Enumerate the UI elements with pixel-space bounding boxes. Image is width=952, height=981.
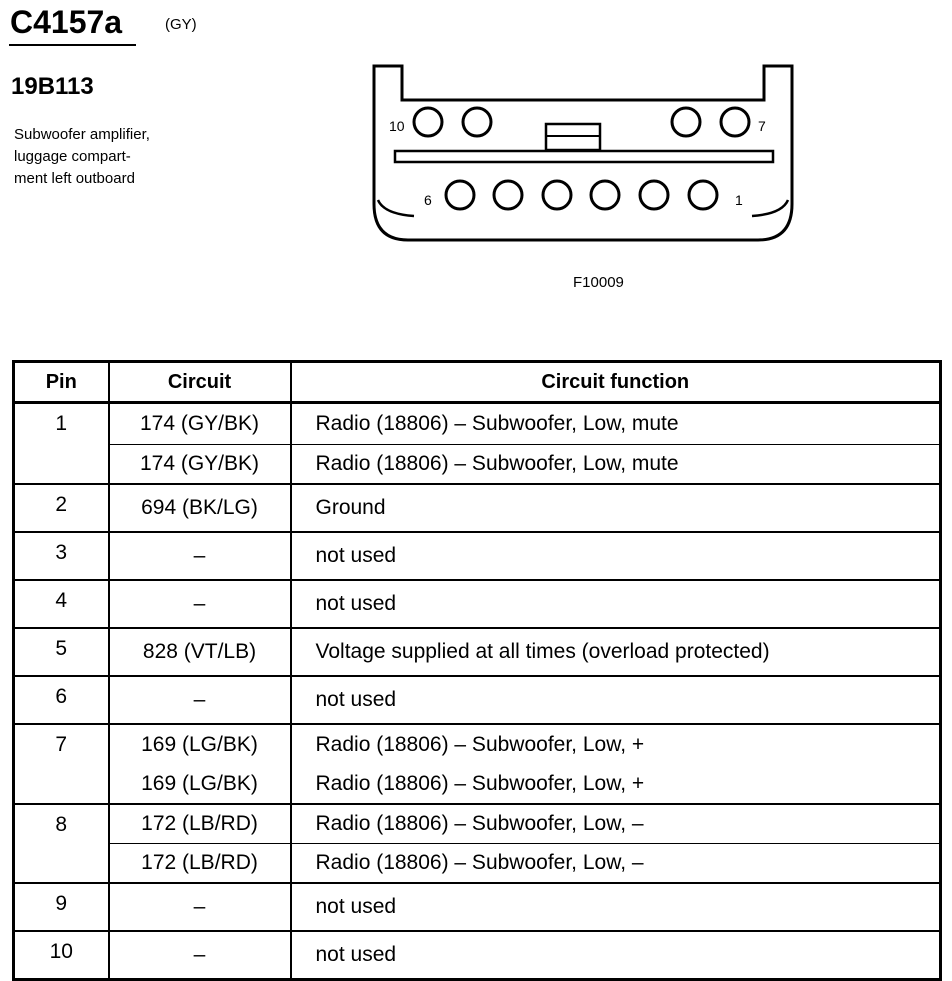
keying-rail [395,151,773,162]
pin-table [12,360,942,981]
pin-cell: 5 [14,628,109,676]
circuit-cell: – [109,931,291,980]
function-cell: Radio (18806) – Subwoofer, Low, – [291,844,941,884]
pin-hole-6 [446,181,474,209]
table-row [14,445,941,485]
header-circuit: Circuit [109,362,291,403]
table-row [14,484,941,532]
function-cell: Radio (18806) – Subwoofer, Low, mute [291,403,941,445]
table-row [14,931,941,980]
table-row [14,883,941,931]
pin-hole-5 [494,181,522,209]
circuit-cell: – [109,532,291,580]
pin-cell: 7 [14,724,109,804]
circuit-cell: 172 (LB/RD) [109,844,291,884]
connector-face-diagram [370,64,790,250]
pin-hole-2 [640,181,668,209]
function-cell: not used [291,580,941,628]
circuit-cell: 828 (VT/LB) [109,628,291,676]
function-cell: Ground [291,484,941,532]
function-cell: Radio (18806) – Subwoofer, Low, – [291,804,941,844]
function-cell: not used [291,676,941,724]
pin-hole-1 [689,181,717,209]
function-cell: Radio (18806) – Subwoofer, Low, mute [291,445,941,485]
table-row [14,532,941,580]
table-row [14,804,941,844]
connector-description: Subwoofer amplifier, luggage compart- ment left outboard [14,126,150,187]
function-cell: Radio (18806) – Subwoofer, Low, + [291,724,941,765]
function-cell: not used [291,532,941,580]
pin-cell: 9 [14,883,109,931]
circuit-cell: 169 (LG/BK) [109,765,291,804]
pin-hole-3 [591,181,619,209]
circuit-cell: 169 (LG/BK) [109,724,291,765]
pin-cell: 3 [14,532,109,580]
function-cell: not used [291,931,941,980]
table-header-row [14,362,941,403]
pin-hole-9 [463,108,491,136]
function-cell: not used [291,883,941,931]
table-row [14,403,941,445]
pin-cell: 10 [14,931,109,980]
figure-code: F10009 [573,274,624,291]
connector-foot-left [378,200,414,216]
pin-hole-10 [414,108,442,136]
table-row [14,580,941,628]
pin-label-1: 1 [735,192,743,208]
circuit-cell: – [109,580,291,628]
connector-color: (GY) [165,16,197,33]
circuit-cell: – [109,676,291,724]
table-row [14,724,941,765]
connector-id: C4157a [10,4,123,40]
part-number: 19B113 [11,73,94,100]
pin-label-7: 7 [758,118,766,134]
pin-label-10: 10 [389,118,405,134]
pin-hole-4 [543,181,571,209]
table-row [14,765,941,804]
pin-cell: 6 [14,676,109,724]
pin-cell: 8 [14,804,109,883]
table-row [14,628,941,676]
table-row [14,676,941,724]
connector-foot-right [752,200,788,216]
circuit-cell: – [109,883,291,931]
header-circuit-function: Circuit function [291,362,941,403]
circuit-cell: 694 (BK/LG) [109,484,291,532]
pin-cell: 4 [14,580,109,628]
pin-cell: 2 [14,484,109,532]
function-cell: Voltage supplied at all times (overload protected) [291,628,941,676]
pin-label-6: 6 [424,192,432,208]
pin-cell: 1 [14,403,109,485]
pin-hole-7 [721,108,749,136]
circuit-cell: 174 (GY/BK) [109,445,291,485]
function-cell: Radio (18806) – Subwoofer, Low, + [291,765,941,804]
title-underline [9,44,136,46]
header-pin: Pin [14,362,109,403]
table-row [14,844,941,884]
circuit-cell: 174 (GY/BK) [109,403,291,445]
pin-hole-8 [672,108,700,136]
circuit-cell: 172 (LB/RD) [109,804,291,844]
